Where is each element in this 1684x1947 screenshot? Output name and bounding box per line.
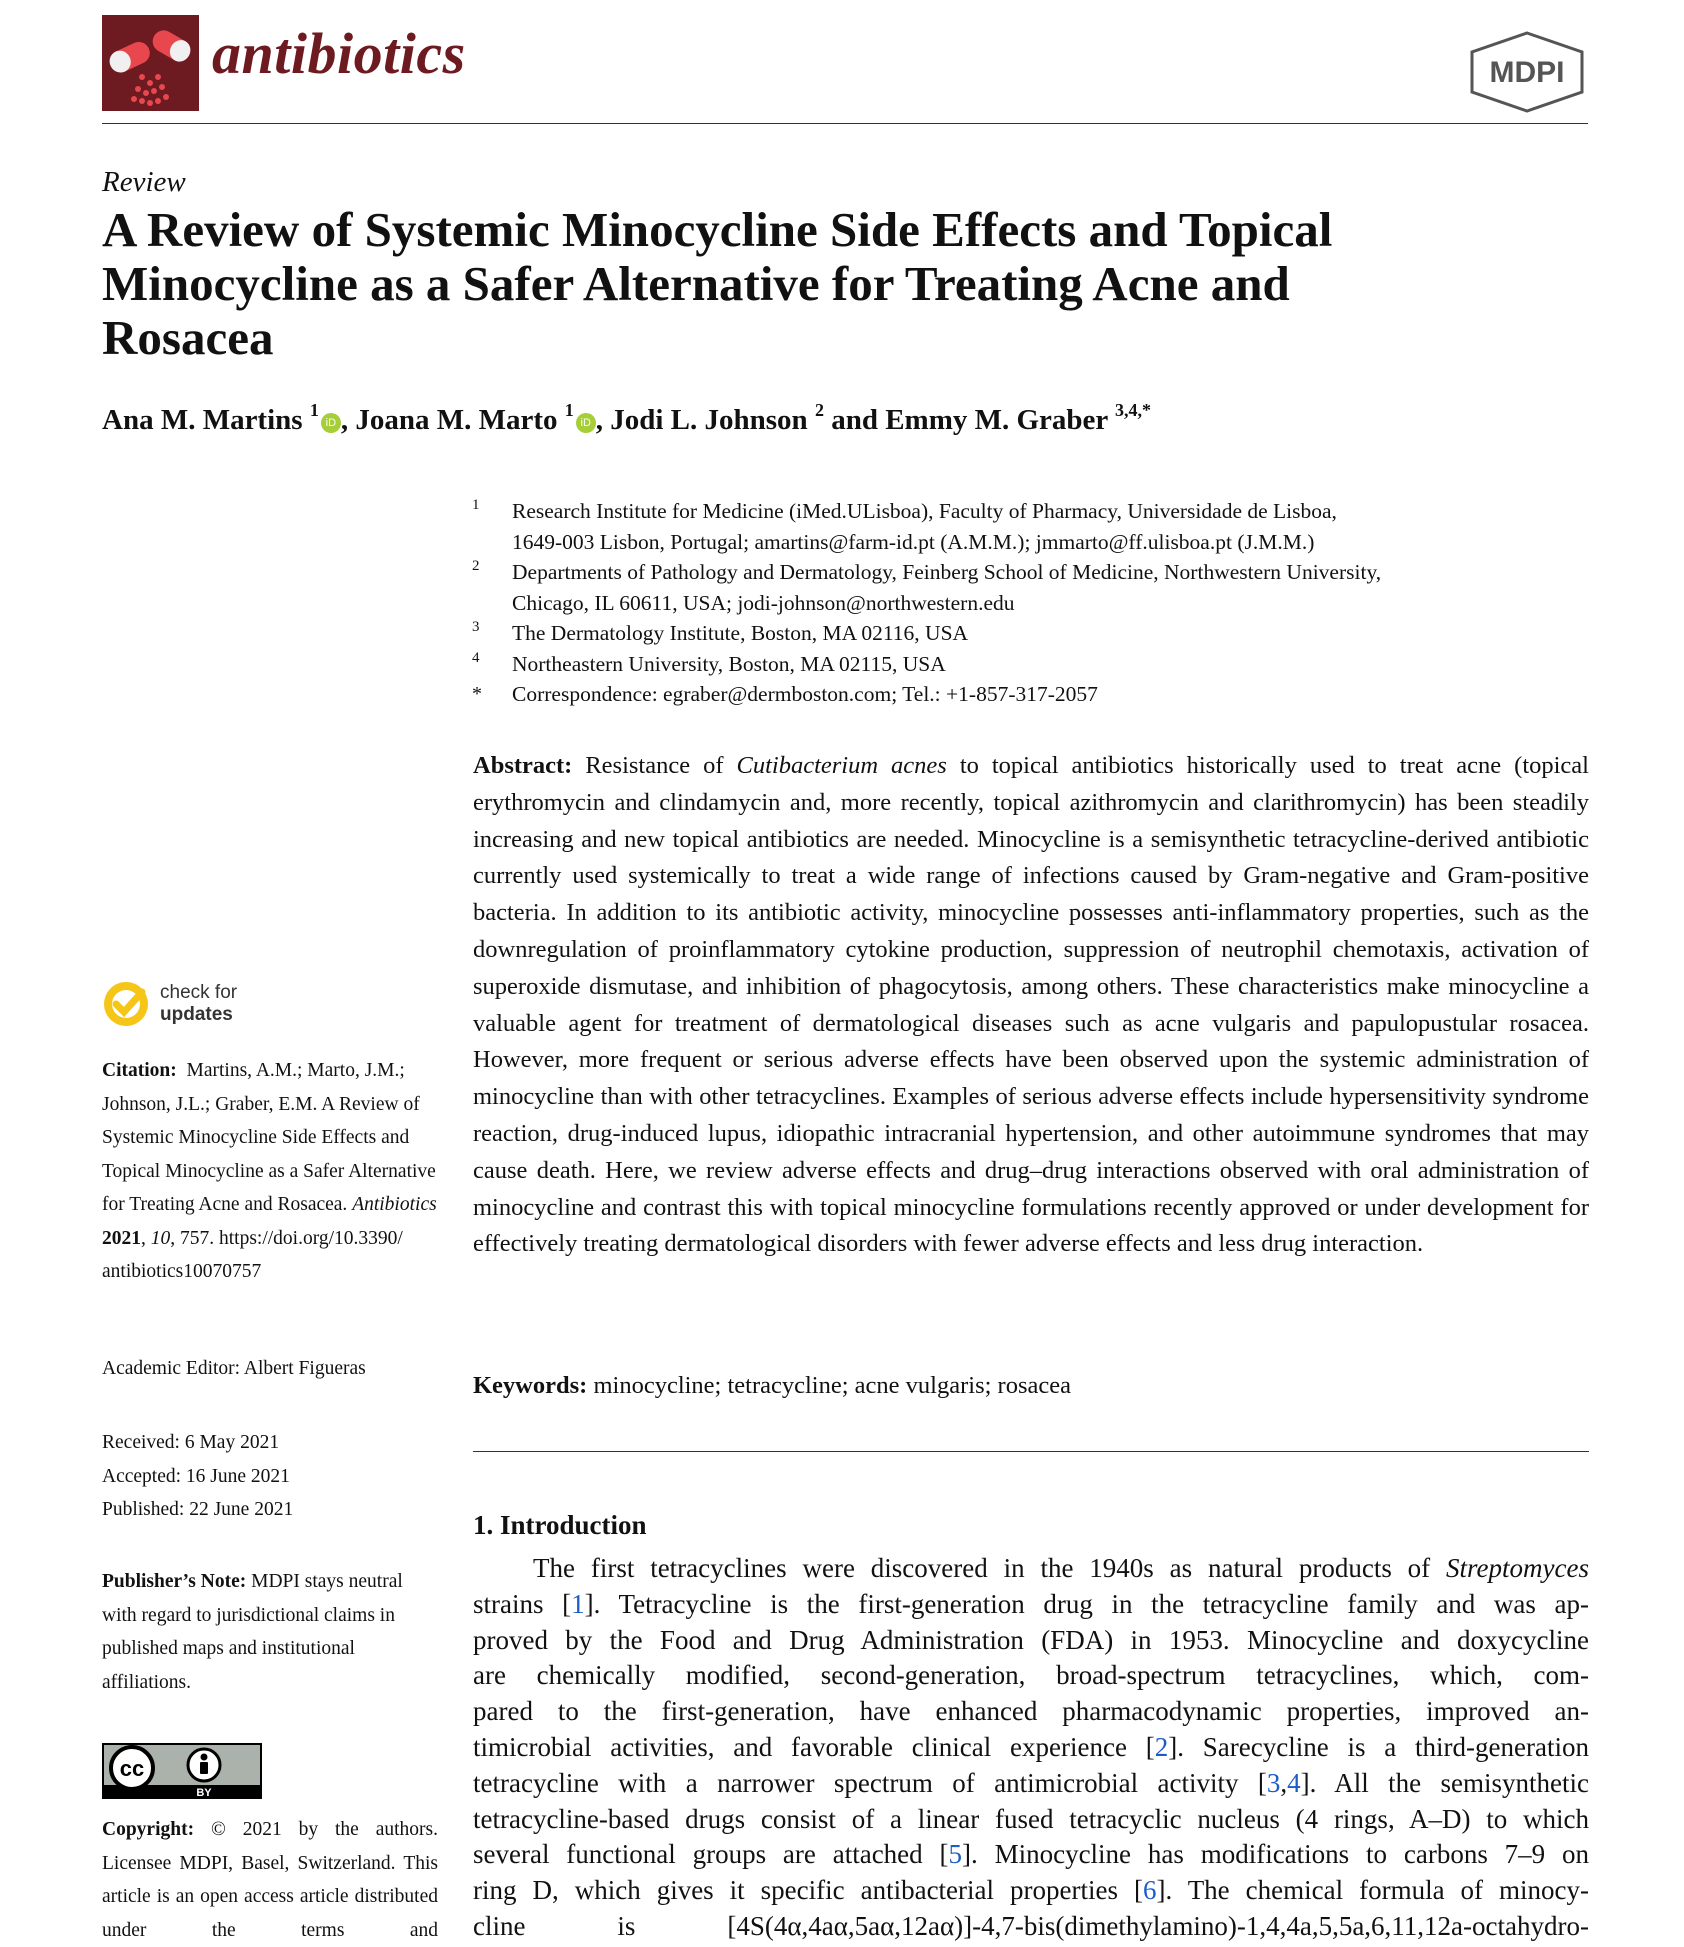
published-date: Published: 22 June 2021 <box>102 1499 294 1520</box>
affiliation-line: Departments of Pathology and Dermatology, Feinberg School of Medicine, Northwestern University, <box>512 560 1382 584</box>
reference-link[interactable]: 4 <box>1287 1767 1301 1798</box>
author-name: Joana M. Marto <box>355 404 558 436</box>
affiliation-line: Research Institute for Medicine (iMed.ULisboa), Faculty of Pharmacy, Universidade de Lisboa, <box>512 499 1337 523</box>
reference-link[interactable]: 5 <box>948 1839 962 1870</box>
publishers-note-text: MDPI stays neutral with regard to jurisdictional claims in published maps and institutional affiliations. <box>102 1571 403 1693</box>
affiliation-line: Northeastern University, Boston, MA 02115, USA <box>512 651 946 676</box>
paragraph-line <box>473 1730 1589 1766</box>
abstract-text: to topical antibiotics historically used to treat acne (topical erythromycin and clindamycin and, more recently, topical azithromycin and clarithromycin) has been steadily increasing and new topical antibiotics are needed. Minocycline is a semisynthetic tetracycline-derived antibiotic currently used systemically to treat a wide range of infections caused by Gram-negative and Gram-positive bacteria. In addition to its antibiotic activity, minocycline possesses anti-inflammatory properties, such as the downregulation of proinflammatory cytokine production, suppression of neutrophil chemotaxis, activation of superoxide dismutase, and inhibition of phagocytosis, among others. These characteristics make minocycline a valuable agent for treatment of dermatological diseases such as acne vulgaris and papulopustular rosacea. However, more frequent or serious adverse effects have been observed upon the systemic administration of minocycline than with other tetracyclines. Examples of serious adverse effects include hypersensitivity syndrome reaction, drug-induced lupus, idiopathic intracranial hypertension, and other autoimmune syndromes that may cause death. Here, we review adverse effects and drug–drug interactions observed with oral administration of minocycline and contrast this with topical minocycline formulations recently approved or under development for effectively treating dermatological disorders with fewer adverse effects and less drug interaction. <box>473 752 1589 1258</box>
paragraph-line <box>473 1623 1589 1659</box>
introduction-body <box>473 1551 1589 1945</box>
affiliation-item <box>472 557 1592 618</box>
author-separator: and <box>823 404 886 436</box>
paragraph-line <box>473 1551 1589 1587</box>
paragraph-line <box>473 1658 1589 1694</box>
paragraph-text: tetracycline with a narrower spectrum of antimicrobial activity [ <box>473 1767 1267 1798</box>
check-for-updates-button[interactable] <box>102 980 237 1028</box>
affiliation-number: 1 <box>472 497 480 513</box>
paragraph-text: The first tetracyclines were discovered in the 1940s as natural products of <box>533 1553 1447 1583</box>
citation-doi-link[interactable]: https://doi.org/10.3390/ antibiotics10070757 <box>102 1227 403 1282</box>
paragraph-text: pared to the first-generation, have enhanced pharmacodynamic properties, improved an- <box>473 1696 1589 1727</box>
affiliation-number: 2 <box>472 558 480 574</box>
keywords-label: Keywords: <box>473 1372 588 1399</box>
author-affiliation-marker: 1 <box>564 400 574 421</box>
affiliation-line: The Dermatology Institute, Boston, MA 02116, USA <box>512 621 969 645</box>
mdpi-logo-text: MDPI <box>1489 56 1565 89</box>
check-updates-line1: check for <box>160 982 238 1003</box>
author-name: Jodi L. Johnson <box>610 404 808 436</box>
reference-link[interactable]: 1 <box>571 1588 585 1619</box>
affiliation-line: Chicago, IL 60611, USA; jodi-johnson@northwestern.edu <box>512 590 1015 615</box>
accepted-date: Accepted: 16 June 2021 <box>102 1465 290 1487</box>
copyright-label: Copyright: <box>102 1819 195 1840</box>
svg-text:cc: cc <box>119 1756 145 1781</box>
checkmark-icon <box>102 980 150 1028</box>
affiliation-number: * <box>472 683 482 705</box>
title-line: Rosacea <box>102 310 274 365</box>
paragraph-text: several functional groups are attached [ <box>473 1839 949 1870</box>
affiliation-item <box>472 496 1592 557</box>
paragraph-text: proved by the Food and Drug Administration (FDA) in 1953. Minocycline and doxycycline <box>473 1624 1589 1655</box>
publishers-note-label: Publisher’s Note: <box>102 1571 247 1592</box>
paragraph-text: ]. The chemical formula of minocy- <box>1156 1875 1590 1906</box>
title-line: Minocycline as a Safer Alternative for Treating Acne and <box>102 256 1290 311</box>
affiliation-item <box>472 649 1592 680</box>
paragraph-line <box>473 1837 1589 1873</box>
copyright-text: © 2021 by the authors. Licensee MDPI, Basel, Switzerland. This article is an open access article distributed under the terms and <box>102 1819 438 1941</box>
reference-link[interactable]: 6 <box>1142 1875 1157 1906</box>
article-type: Review <box>102 166 186 198</box>
abstract-text: Resistance of <box>572 752 737 779</box>
pill-capsule-icon <box>102 15 199 111</box>
affiliations <box>472 496 1592 710</box>
academic-editor: Academic Editor: Albert Figueras <box>102 1358 366 1379</box>
paragraph-text: strains [ <box>473 1588 572 1619</box>
paragraph-word: is <box>617 1910 636 1941</box>
paragraph-line <box>473 1766 1589 1802</box>
author-name: Emmy M. Graber <box>885 404 1108 436</box>
citation: Citation: Martins, A.M.; Marto, J.M.; Johnson, J.L.; Graber, E.M. A Review of Systemic Minocycline Side Effects and Topical Minocycline as a Safer Alternative for Treating Acne and Rosacea. Antibiotics 2021, 10, 757. https://doi.org/10.3390/ antibiotics10070757 <box>102 1060 437 1282</box>
header-divider <box>102 123 1588 124</box>
species-name: Streptomyces <box>1446 1553 1589 1583</box>
author-list <box>102 400 1152 437</box>
title-line: A Review of Systemic Minocycline Side Effects and Topical <box>102 202 1333 257</box>
reference-link[interactable]: 2 <box>1154 1731 1169 1762</box>
affiliation-item <box>472 679 1592 710</box>
article-title <box>102 203 1542 365</box>
check-updates-line2: updates <box>160 1004 233 1025</box>
journal-logo <box>102 15 199 111</box>
author-affiliation-marker: 2 <box>814 400 824 421</box>
received-date: Received: 6 May 2021 <box>102 1432 280 1453</box>
author-affiliation-marker: 1 <box>309 400 319 421</box>
paragraph-line <box>473 1587 1589 1623</box>
keywords-text: minocycline; tetracycline; acne vulgaris; rosacea <box>587 1372 1071 1399</box>
paragraph-text: , <box>1280 1767 1288 1798</box>
affiliation-line: 1649-003 Lisbon, Portugal; amartins@farm-id.pt (A.M.M.); jmmarto@ff.ulisboa.pt (J.M.M.) <box>512 529 1315 554</box>
cc-by-label: BY <box>196 1787 212 1799</box>
publication-dates <box>102 1426 293 1527</box>
paragraph-text: ]. All the semisynthetic <box>1300 1767 1589 1798</box>
keywords <box>473 1372 1071 1400</box>
mdpi-logo <box>1466 30 1588 119</box>
orcid-icon[interactable]: iD <box>321 413 341 433</box>
affiliation-number: 4 <box>472 649 480 666</box>
citation-year: 2021 <box>102 1227 141 1249</box>
orcid-icon[interactable]: iD <box>576 413 596 433</box>
citation-pages: , 757. <box>170 1227 215 1249</box>
citation-text: Martins, A.M.; Marto, J.M.; Johnson, J.L.; Graber, E.M. A Review of Systemic Minocycline Side Effects and Topical Minocycline as a Safer Alternative for Treating Acne and Rosacea. <box>102 1060 436 1215</box>
author-separator: , <box>340 404 356 436</box>
affiliation-item <box>472 618 1592 649</box>
abstract <box>473 748 1589 1263</box>
publishers-note <box>102 1565 438 1699</box>
citation-volume: 10 <box>150 1227 171 1249</box>
paragraph-text: ]. Minocycline has modifications to carbons 7–9 on <box>962 1839 1589 1870</box>
author-separator: , <box>595 404 611 436</box>
paragraph-line <box>473 1873 1589 1909</box>
paragraph-text: timicrobial activities, and favorable clinical experience [ <box>473 1731 1155 1762</box>
paragraph-text: ]. Tetracycline is the first-generation drug in the tetracycline family and was ap- <box>584 1588 1590 1619</box>
paragraph-line <box>473 1694 1589 1730</box>
section-heading-introduction: 1. Introduction <box>473 1510 647 1540</box>
journal-name: antibiotics <box>212 21 466 86</box>
author-affiliation-marker: 3,4,* <box>1115 400 1152 421</box>
paragraph-text: are chemically modified, second-generation, broad-spectrum tetracyclines, which, com- <box>473 1660 1589 1691</box>
paragraph-text: ring D, which gives it specific antibacterial properties [ <box>473 1875 1143 1906</box>
paragraph-text: ]. Sarecycline is a third-generation <box>1168 1731 1589 1762</box>
affiliation-number: 3 <box>472 619 480 635</box>
paragraph-line <box>473 1909 1589 1945</box>
paragraph-line <box>473 1802 1589 1838</box>
paragraph-word: cline <box>473 1910 526 1941</box>
abstract-label: Abstract: <box>473 752 573 779</box>
citation-journal: Antibiotics <box>352 1194 437 1215</box>
affiliation-line: Correspondence: egraber@dermboston.com; Tel.: +1-857-317-2057 <box>512 682 1098 706</box>
copyright-notice <box>102 1813 438 1947</box>
abstract-divider <box>473 1451 1589 1452</box>
reference-link[interactable]: 3 <box>1266 1767 1281 1798</box>
cc-by-license-badge[interactable] <box>102 1743 262 1799</box>
abstract-species-name: Cutibacterium acnes <box>736 752 947 779</box>
citation-label: Citation: <box>102 1060 177 1081</box>
paragraph-word: [4S(4α,4aα,5aα,12aα)]-4,7-bis(dimethylamino)-1,4,4a,5,5a,6,11,12a-octahydro- <box>727 1910 1589 1941</box>
paragraph-text: tetracycline-based drugs consist of a linear fused tetracyclic nucleus (4 rings, A–D) to which <box>473 1803 1589 1834</box>
author-name: Ana M. Martins <box>102 404 303 436</box>
